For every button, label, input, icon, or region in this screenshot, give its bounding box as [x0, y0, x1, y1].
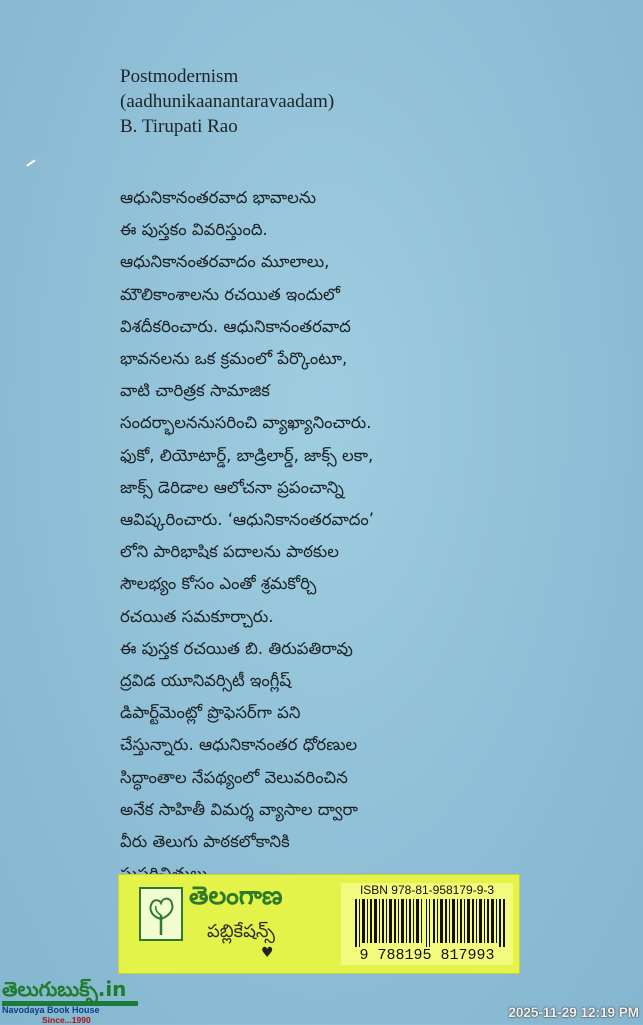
blurb-line: జాక్స్ డెరిడాల ఆలోచనా ప్రపంచాన్ని [120, 477, 344, 497]
publisher-band [118, 874, 520, 974]
blurb-line: ఈ పుస్తక రచయిత బి. తిరుపతిరావు [120, 638, 353, 658]
book-author: B. Tirupati Rao [120, 116, 238, 137]
blurb-line: సందర్భాలననుసరించి వ్యాఖ్యానించారు. [120, 413, 372, 433]
isbn-barcode-box [341, 883, 513, 965]
photo-timestamp: 2025-11-29 12:19 PM [508, 1005, 639, 1020]
blurb-line: సిద్ధాంతాల నేపథ్యంలో వెలువరించిన [120, 767, 348, 787]
blurb-line: వాటి చారిత్రక సామాజిక [120, 381, 270, 401]
blurb-line: చేస్తున్నారు. ఆధునికానంతర ధోరణుల [120, 735, 358, 755]
barcode-icon [355, 899, 505, 947]
blurb-line: రచయిత సమకూర్చారు. [120, 606, 274, 626]
site-name: తెలుగుబుక్స్.in [2, 977, 127, 1001]
blurb-line: ఆవిష్కరించారు. ‘ఆధునికానంతరవాదం’ [120, 510, 375, 530]
blurb-line: అనేక సాహితీ విమర్శ వ్యాసాల ద్వారా [120, 799, 358, 819]
blurb-line: ఈ పుస్తకం వివరిస్తుంది. [120, 220, 268, 240]
publisher-subtitle: పబ్లికేషన్స్ [207, 921, 275, 942]
white-mark [26, 159, 35, 166]
blurb-line: విశదీకరించారు. ఆధునికానంతరవాద [120, 316, 351, 336]
publisher-name: తెలంగాణ [189, 881, 283, 910]
title-block [120, 64, 334, 139]
barcode-digits: 9 788195 817993 [359, 947, 495, 964]
tree-logo-icon [139, 887, 183, 941]
blurb-line: ఆధునికానంతరవాదం మూలాలు, [120, 252, 330, 272]
heart-icon: ♥ [261, 945, 274, 961]
isbn-label: ISBN 978-81-958179-9-3 [359, 883, 495, 897]
blurb-line: ఫుకో, లియోటార్డ్, బాడ్రిలార్డ్, జాక్స్ లకా, [120, 445, 374, 465]
book-title: Postmodernism [120, 66, 239, 87]
site-subtitle: Navodaya Book House [2, 1005, 100, 1015]
blurb-text [120, 182, 550, 890]
book-transliteration: (aadhunikaanantaravaadam) [120, 91, 335, 112]
site-since: Since...1990 [42, 1015, 91, 1025]
blurb-line: ఆధునికానంతరవాద భావాలను [120, 188, 317, 207]
site-watermark-logo [2, 977, 142, 1025]
blurb-line: ద్రవిడ యూనివర్సిటీ ఇంగ్లీష్ [120, 671, 292, 691]
blurb-line: మౌలికాంశాలను రచయిత ఇందులో [120, 284, 341, 304]
blurb-line: భావనలను ఒక క్రమంలో పేర్కొంటూ, [120, 349, 348, 369]
blurb-line: వీరు తెలుగు పాఠకలోకానికి [120, 832, 290, 852]
blurb-line: సౌలభ్యం కోసం ఎంతో శ్రమకోర్చి [120, 574, 317, 594]
blurb-line: డిపార్ట్‌మెంట్లో ప్రొఫెసర్‌గా పని [120, 703, 301, 723]
blurb-line: లోని పారిభాషిక పదాలను పాఠకుల [120, 542, 339, 562]
